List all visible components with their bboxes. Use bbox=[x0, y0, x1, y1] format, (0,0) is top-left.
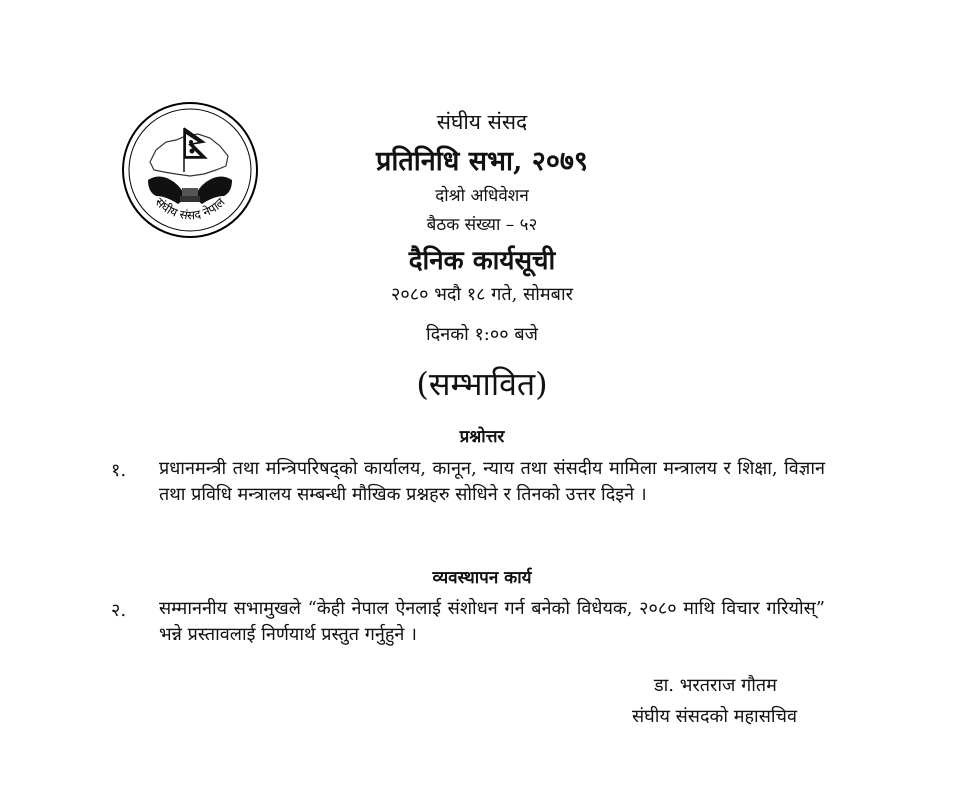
tentative-label: (सम्भावित) bbox=[416, 365, 548, 403]
session-label: दोश्रो अधिवेशन bbox=[435, 186, 529, 206]
section-heading-question-answer: प्रश्नोत्तर bbox=[459, 427, 505, 447]
signatory-title: संघीय संसदको महासचिव bbox=[632, 706, 797, 727]
signatory-name: डा. भरतराज गौतम bbox=[654, 675, 777, 696]
agenda-date: २०८० भदौ १८ गते, सोमबार bbox=[391, 284, 573, 305]
item-text: प्रधानमन्त्री तथा मन्त्रिपरिषद्को कार्यालय, कानून, न्याय तथा संसदीय मामिला मन्त्रालय र शिक्षा, विज्ञान तथा प्रविधि मन्त्रालय सम्बन्धी मौखिक प्रश्नहरु सोधिने र तिनको उत्तर दिइने । bbox=[159, 458, 825, 505]
agenda-title: दैनिक कार्यसूची bbox=[408, 246, 556, 276]
item-text: सम्माननीय सभामुखले “केही नेपाल ऐनलाई संशोधन गर्न बनेको विधेयक, २०८० माथि विचार गरियोस्” भन्ने प्रस्तावलाई निर्णयार्थ प्रस्तुत गर्नुहुने । bbox=[159, 598, 825, 645]
section-heading-legislation: व्यवस्थापन कार्य bbox=[432, 568, 532, 588]
house-title: प्रतिनिधि सभा, २०७९ bbox=[376, 146, 588, 177]
item-number: २. bbox=[111, 600, 127, 621]
parliament-name: संघीय संसद bbox=[436, 110, 528, 134]
logo-caption: संघीय संसद नेपाल bbox=[152, 195, 228, 223]
agenda-time: दिनको १:०० बजे bbox=[426, 324, 538, 345]
item-number: १. bbox=[111, 460, 127, 481]
meeting-number: बैठक संख्या – ५२ bbox=[426, 215, 538, 235]
